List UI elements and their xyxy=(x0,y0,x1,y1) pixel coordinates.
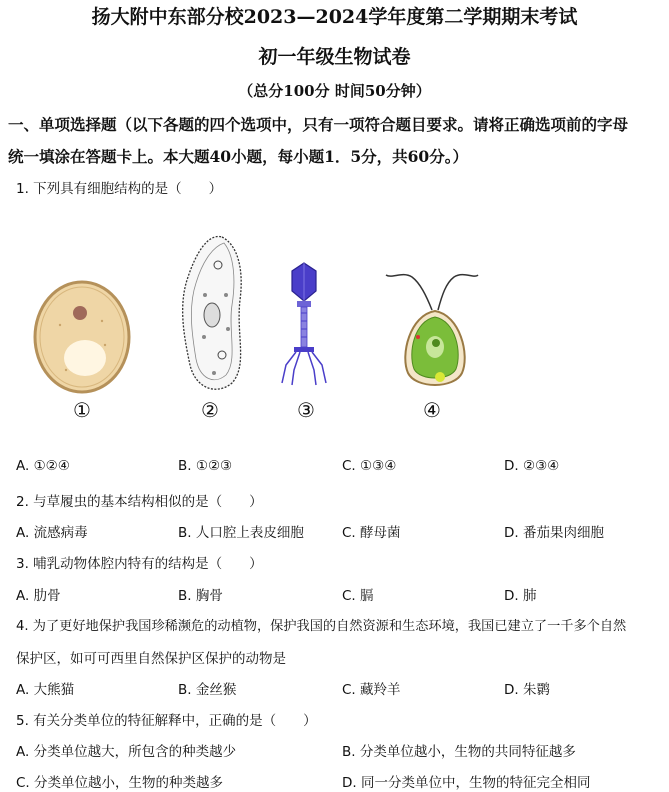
q4-option-d[interactable]: D. 朱鹮 xyxy=(504,682,550,698)
question-4-stem-line2: 保护区，如可可西里自然保护区保护的动物是 xyxy=(16,651,286,667)
question-1-stem: 1. 下列具有细胞结构的是（ ） xyxy=(16,181,223,197)
section-instructions-line2: 统一填涂在答题卡上。本大题40小题，每小题1．5分，共60分。） xyxy=(8,147,468,166)
yeast-cell-image xyxy=(35,282,129,392)
exam-subtitle: 初一年级生物试卷 xyxy=(258,46,411,68)
q3-option-a[interactable]: A. 肋骨 xyxy=(16,588,61,604)
figure-label-4: ④ xyxy=(423,398,441,422)
chlamydomonas-image xyxy=(386,275,478,385)
organism-figure xyxy=(0,225,669,405)
question-2-stem: 2. 与草履虫的基本结构相似的是（ ） xyxy=(16,494,263,510)
q2-option-b[interactable]: B. 人口腔上表皮细胞 xyxy=(178,525,304,541)
q5-option-d[interactable]: D. 同一分类单位中，生物的特征完全相同 xyxy=(342,775,591,791)
q2-option-d[interactable]: D. 番茄果肉细胞 xyxy=(504,525,604,541)
q2-option-a[interactable]: A. 流感病毒 xyxy=(16,525,88,541)
question-4-stem-line1: 4. 为了更好地保护我国珍稀濒危的动植物，保护我国的自然资源和生态环境，我国已建立了一千多个自然 xyxy=(16,619,627,634)
q3-option-c[interactable]: C. 膈 xyxy=(342,588,374,604)
q5-option-b[interactable]: B. 分类单位越小，生物的共同特征越多 xyxy=(342,744,576,760)
q4-option-a[interactable]: A. 大熊猫 xyxy=(16,682,75,698)
q3-option-d[interactable]: D. 肺 xyxy=(504,588,537,604)
figure-label-1: ① xyxy=(73,398,91,422)
q1-option-b[interactable]: B. ①②③ xyxy=(178,458,233,474)
paramecium-image xyxy=(183,236,242,389)
exam-info: （总分100分 时间50分钟） xyxy=(238,82,431,100)
section-instructions-line1: 一、单项选择题（以下各题的四个选项中，只有一项符合题目要求。请将正确选项前的字母 xyxy=(8,115,629,134)
q5-option-a[interactable]: A. 分类单位越大，所包含的种类越少 xyxy=(16,744,237,760)
bacteriophage-image xyxy=(282,263,326,385)
q4-option-c[interactable]: C. 藏羚羊 xyxy=(342,682,401,698)
q5-option-c[interactable]: C. 分类单位越小，生物的种类越多 xyxy=(16,775,224,791)
q3-option-b[interactable]: B. 胸骨 xyxy=(178,588,223,604)
question-3-stem: 3. 哺乳动物体腔内特有的结构是（ ） xyxy=(16,556,263,572)
exam-title: 扬大附中东部分校2023—2024学年度第二学期期末考试 xyxy=(91,6,578,28)
figure-label-3: ③ xyxy=(297,398,315,422)
q4-option-b[interactable]: B. 金丝猴 xyxy=(178,682,237,698)
question-5-stem: 5. 有关分类单位的特征解释中，正确的是（ ） xyxy=(16,713,317,729)
q1-option-a[interactable]: A. ①②④ xyxy=(16,458,70,474)
figure-label-2: ② xyxy=(201,398,219,422)
q1-option-d[interactable]: D. ②③④ xyxy=(504,458,560,474)
q1-option-c[interactable]: C. ①③④ xyxy=(342,458,397,474)
q2-option-c[interactable]: C. 酵母菌 xyxy=(342,525,401,541)
